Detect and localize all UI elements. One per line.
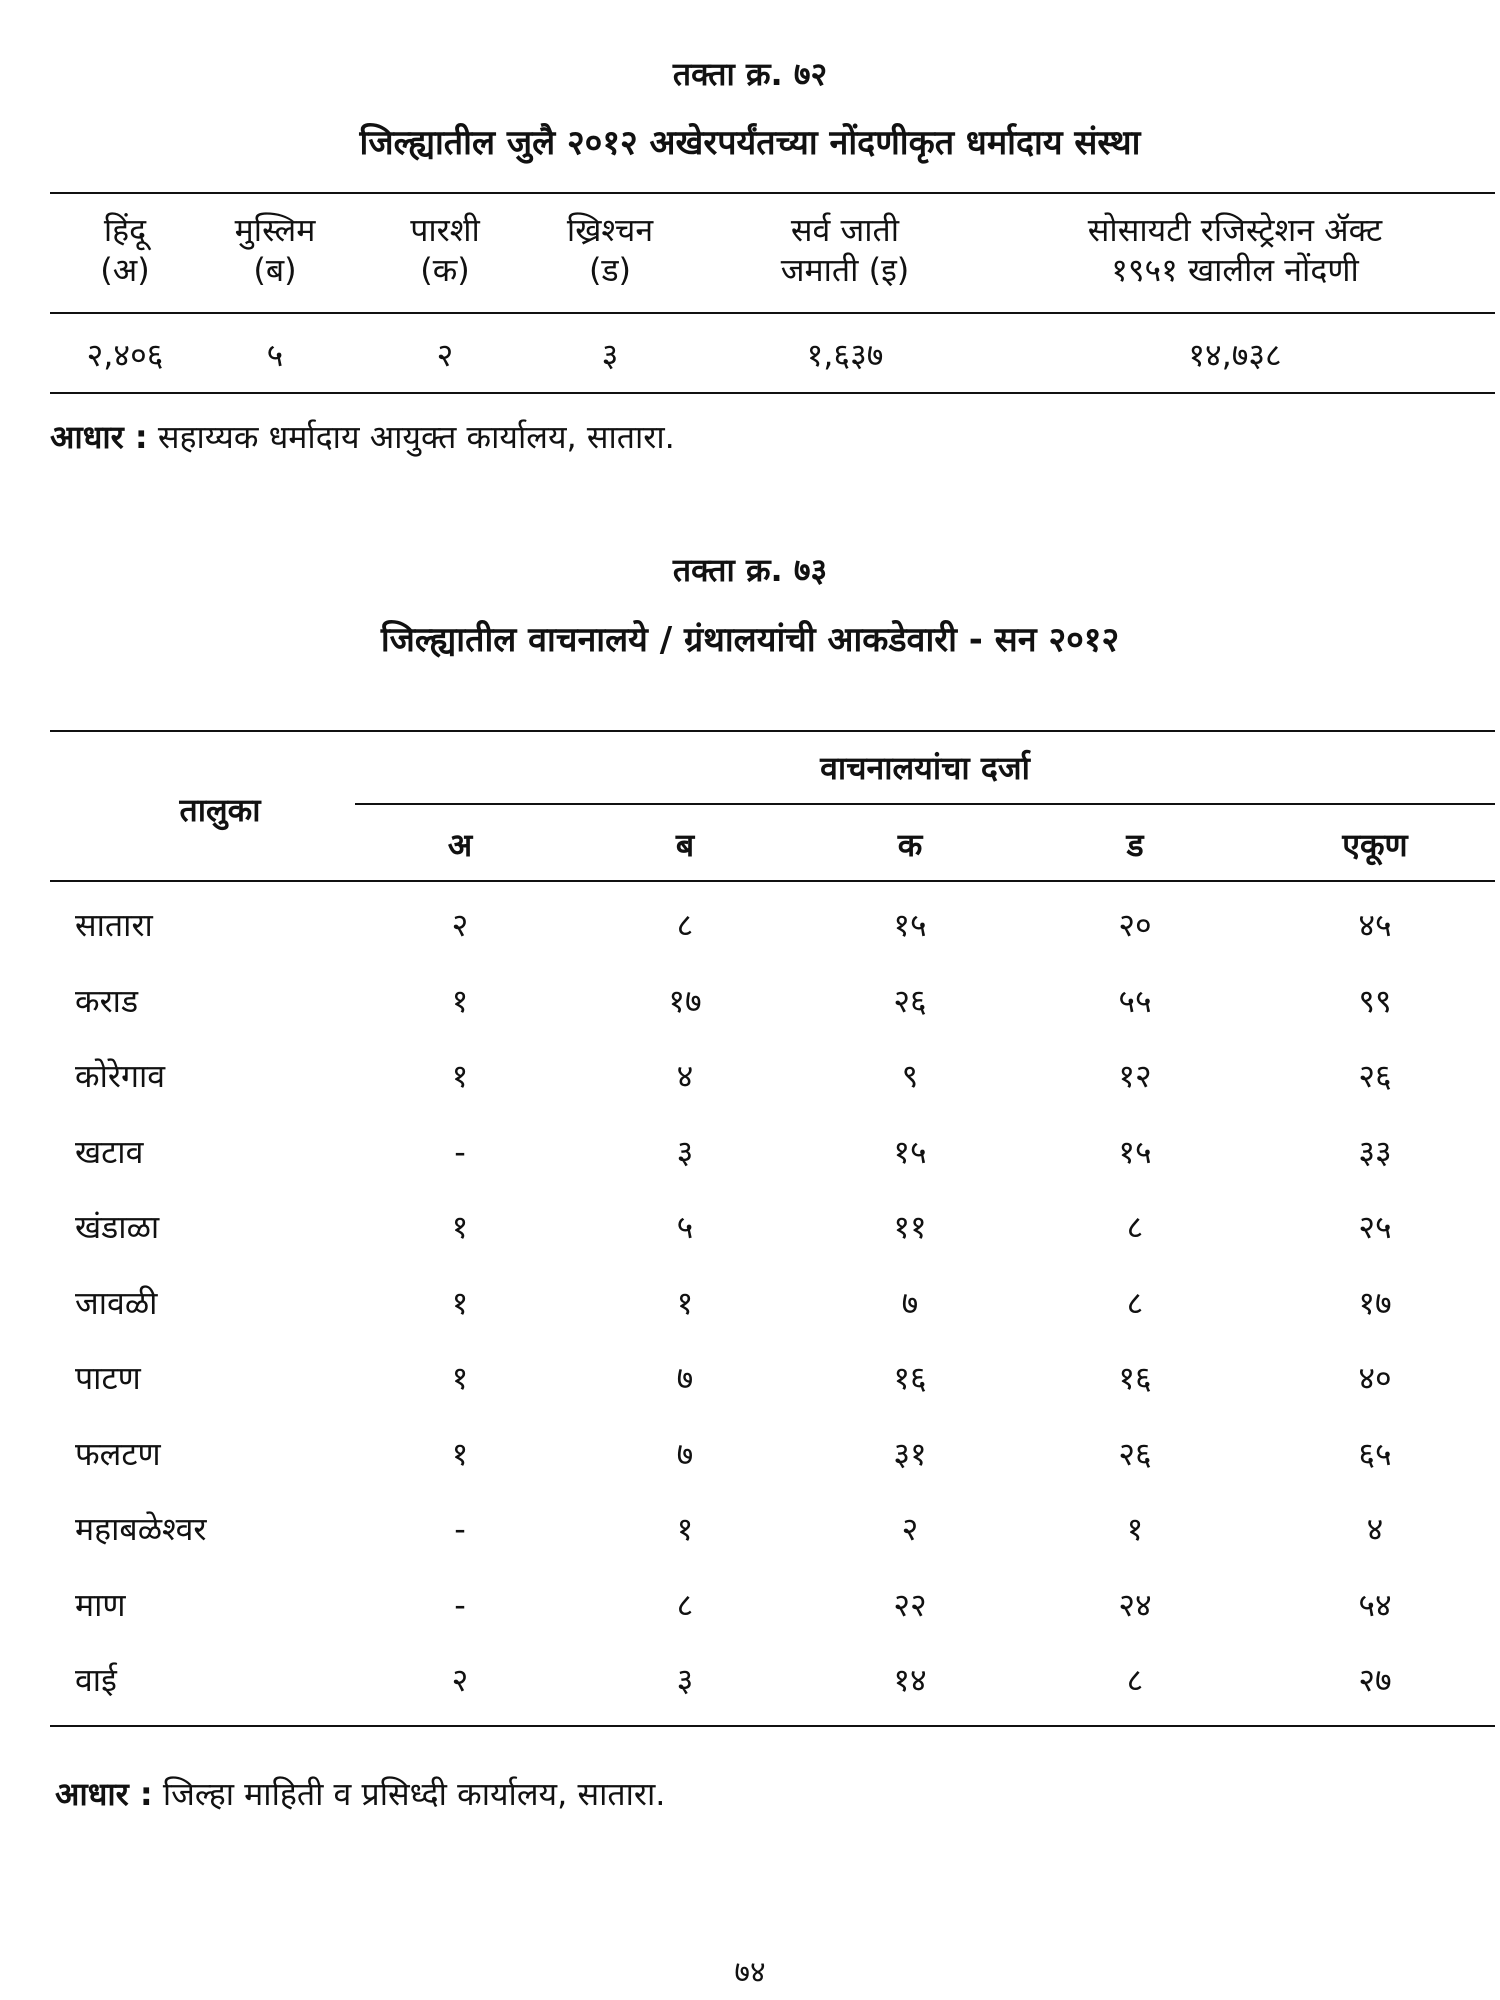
table-cell-total: २५ [1358, 1208, 1392, 1246]
table-72-value: ५ [266, 336, 284, 374]
table-cell-b: ३ [676, 1133, 694, 1171]
source-label: आधार : [55, 1775, 153, 1813]
table-73-source [55, 1772, 665, 1815]
table-cell-a: १ [451, 1359, 469, 1397]
sub-header: क [897, 826, 923, 864]
source-text: सहाय्यक धर्मादाय आयुक्त कार्यालय, सातारा. [157, 418, 675, 456]
table-72-col-header: ख्रिश्चन (ड) [566, 211, 654, 289]
table-cell-d: १२ [1118, 1057, 1152, 1095]
table-cell-k: २२ [893, 1586, 927, 1624]
table-cell-k: ९ [901, 1057, 919, 1095]
taluka-name: खटाव [75, 1133, 144, 1171]
group-header: वाचनालयांचा दर्जा [820, 749, 1030, 787]
table-72-col-header: पारशी (क) [410, 211, 480, 289]
table-72-value: १,६३७ [806, 336, 884, 374]
table-cell-k: ३१ [893, 1435, 927, 1473]
table-72-heading: तक्ता क्र. ७२ [672, 55, 828, 93]
table-cell-b: ७ [676, 1359, 694, 1397]
table-72-source [50, 415, 675, 458]
table-cell-total: २७ [1358, 1661, 1392, 1699]
table-cell-k: १४ [893, 1661, 927, 1699]
table-cell-a: - [454, 1510, 466, 1548]
table-cell-k: ११ [893, 1208, 927, 1246]
table-cell-d: १६ [1118, 1359, 1152, 1397]
table-cell-d: १ [1126, 1510, 1144, 1548]
taluka-name: सातारा [75, 906, 153, 944]
taluka-name: पाटण [75, 1359, 141, 1397]
table-72-title: जिल्ह्यातील जुलै २०१२ अखेरपर्यंतच्या नोंदणीकृत धर्मादाय संस्था [359, 123, 1141, 163]
table-cell-b: १७ [668, 982, 702, 1020]
table-cell-a: १ [451, 982, 469, 1020]
source-text: जिल्हा माहिती व प्रसिध्दी कार्यालय, सातारा. [162, 1775, 666, 1813]
source-label: आधार : [50, 418, 148, 456]
table-cell-a: २ [451, 906, 469, 944]
table-cell-a: २ [451, 1661, 469, 1699]
table-cell-total: ५४ [1358, 1586, 1392, 1624]
table-cell-a: - [454, 1133, 466, 1171]
table-cell-b: ४ [676, 1057, 694, 1095]
table-72-header-rule [50, 312, 1495, 314]
table-cell-a: १ [451, 1284, 469, 1322]
table-cell-b: ८ [676, 1586, 694, 1624]
table-72-col-header: मुस्लिम (ब) [234, 211, 316, 289]
table-cell-b: १ [676, 1284, 694, 1322]
taluka-name: कराड [75, 982, 139, 1020]
taluka-name: महाबळेश्वर [75, 1510, 207, 1548]
table-cell-k: २ [901, 1510, 919, 1548]
table-72-value: २,४०६ [86, 336, 164, 374]
table-cell-total: ४५ [1358, 906, 1392, 944]
table-cell-d: ८ [1126, 1661, 1144, 1699]
table-cell-a: १ [451, 1057, 469, 1095]
taluka-header: तालुका [179, 791, 261, 829]
table-cell-b: ७ [676, 1435, 694, 1473]
table-cell-total: १७ [1358, 1284, 1392, 1322]
table-72-col-header: हिंदू (अ) [100, 211, 150, 289]
taluka-name: वाई [75, 1661, 117, 1699]
table-cell-d: २४ [1118, 1586, 1152, 1624]
table-cell-total: ४ [1366, 1510, 1384, 1548]
table-72-col-header: सोसायटी रजिस्ट्रेशन ॲक्ट १९५१ खालील नोंदणी [1087, 211, 1383, 289]
taluka-name: जावळी [75, 1284, 158, 1322]
table-cell-a: १ [451, 1435, 469, 1473]
table-72-top-rule [50, 192, 1495, 194]
taluka-name: कोरेगाव [75, 1057, 166, 1095]
table-cell-total: ४० [1358, 1359, 1392, 1397]
sub-header: एकूण [1342, 826, 1408, 864]
table-cell-d: २६ [1118, 1435, 1152, 1473]
table-cell-total: ९९ [1358, 982, 1392, 1020]
table-cell-b: ३ [676, 1661, 694, 1699]
sub-header: ब [675, 826, 695, 864]
table-73-bottom-rule [50, 1725, 1495, 1727]
table-73-top-rule [50, 730, 1495, 732]
sub-header: अ [447, 826, 473, 864]
table-cell-d: ८ [1126, 1208, 1144, 1246]
table-cell-k: २६ [893, 982, 927, 1020]
group-header-rule [355, 803, 1495, 805]
table-cell-total: ३३ [1358, 1133, 1392, 1171]
taluka-name: माण [75, 1586, 126, 1624]
table-cell-d: २० [1118, 906, 1152, 944]
table-cell-d: १५ [1118, 1133, 1152, 1171]
table-cell-k: ७ [901, 1284, 919, 1322]
table-72-bottom-rule [50, 392, 1495, 394]
table-72-col-header: सर्व जाती जमाती (इ) [780, 211, 910, 289]
table-cell-d: ८ [1126, 1284, 1144, 1322]
table-cell-b: ५ [676, 1208, 694, 1246]
table-cell-b: ८ [676, 906, 694, 944]
table-cell-d: ५५ [1118, 982, 1152, 1020]
table-73-header-rule [50, 880, 1495, 882]
table-72-value: २ [436, 336, 454, 374]
table-cell-a: १ [451, 1208, 469, 1246]
taluka-name: फलटण [75, 1435, 161, 1473]
page-number: ७४ [734, 1955, 766, 1990]
table-73-heading: तक्ता क्र. ७३ [672, 551, 828, 589]
sub-header: ड [1126, 826, 1144, 864]
table-72-value: १४,७३८ [1188, 336, 1282, 374]
table-72-value: ३ [601, 336, 619, 374]
table-cell-total: ६५ [1358, 1435, 1392, 1473]
taluka-name: खंडाळा [75, 1208, 160, 1246]
table-cell-k: १६ [893, 1359, 927, 1397]
table-cell-a: - [454, 1586, 466, 1624]
table-cell-total: २६ [1358, 1057, 1392, 1095]
table-cell-b: १ [676, 1510, 694, 1548]
table-73-title: जिल्ह्यातील वाचनालये / ग्रंथालयांची आकडेवारी - सन २०१२ [380, 620, 1120, 660]
table-cell-k: १५ [893, 906, 927, 944]
table-cell-k: १५ [893, 1133, 927, 1171]
